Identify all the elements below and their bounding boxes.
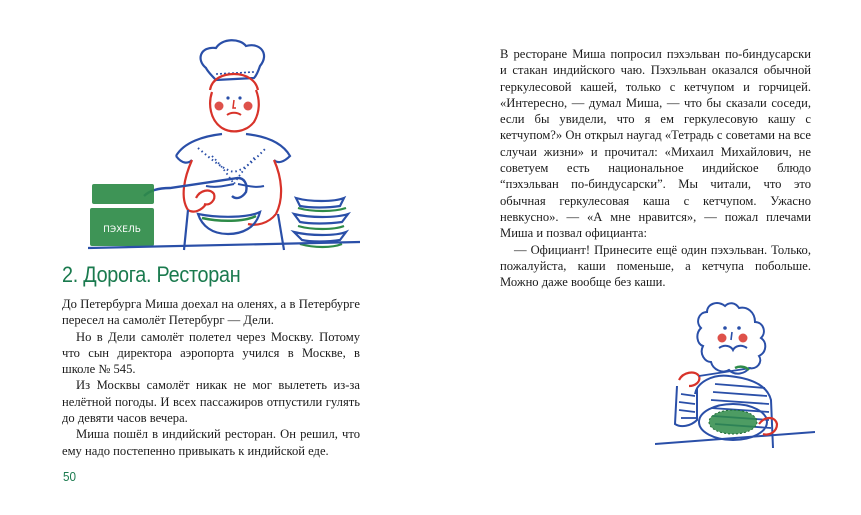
bearded-man-illustration — [655, 298, 815, 450]
paragraph: В ресторане Миша попросил пэхэльван по-биндусарски и стакан индийского чаю. Пэхэльван оказался обычной геркулесовой кашей, только с кетчупом и горчицей. «Интересно, — думал Миша, — что бы сказали соседи, если бы увидели, что я ем геркулесовую кашу с кетчупом?» Он открыл наугад «Тетрадь с советами на все случаи жизни» и прочитал: «Михаил Михайлович, не советуем есть национальное индийское блюдо “пэхэльван по-биндусарски”. Мы читали, что это обычная геркулесовая каша с кетчупом. Ужасно невкусно». — «А мне нравится», — пожал плечами Миша и позвал официанта: — [500, 47, 811, 241]
right-page — [430, 0, 861, 515]
chapter-title: 2. Дорога. Ресторан — [62, 262, 241, 287]
paragraph: До Петербурга Миша доехал на оленях, а в Петербурге пересел на самолёт Петербург — Дели. — [62, 297, 360, 328]
jar-label: ПЭХЕЛЬ — [103, 225, 141, 235]
chef-illustration — [88, 38, 360, 253]
paragraph: — Официант! Принесите ещё один пэхэльван. Только, пожалуйста, каши поменьше, а кетчупа побольше. Можно даже вообще без каши. — [500, 242, 811, 290]
left-page-text — [62, 296, 360, 459]
paragraph: Миша пошёл в индийский ресторан. Он решил, что ему надо постепенно привыкать к индийской еде. — [62, 427, 360, 458]
bearded-man-drawing-icon — [655, 298, 815, 450]
right-page-text — [500, 46, 811, 290]
chef-drawing-icon — [88, 38, 360, 253]
paragraph: Из Москвы самолёт никак не мог вылететь из-за нелётной погоды. И всех пассажиров отпустили гулять до девяти часов вечера. — [62, 378, 360, 426]
paragraph: Но в Дели самолёт полетел через Москву. Потому что сын директора аэропорта учился в Москве, в школе № 545. — [62, 329, 360, 377]
left-page — [0, 0, 430, 515]
page-number: 50 — [63, 469, 77, 484]
